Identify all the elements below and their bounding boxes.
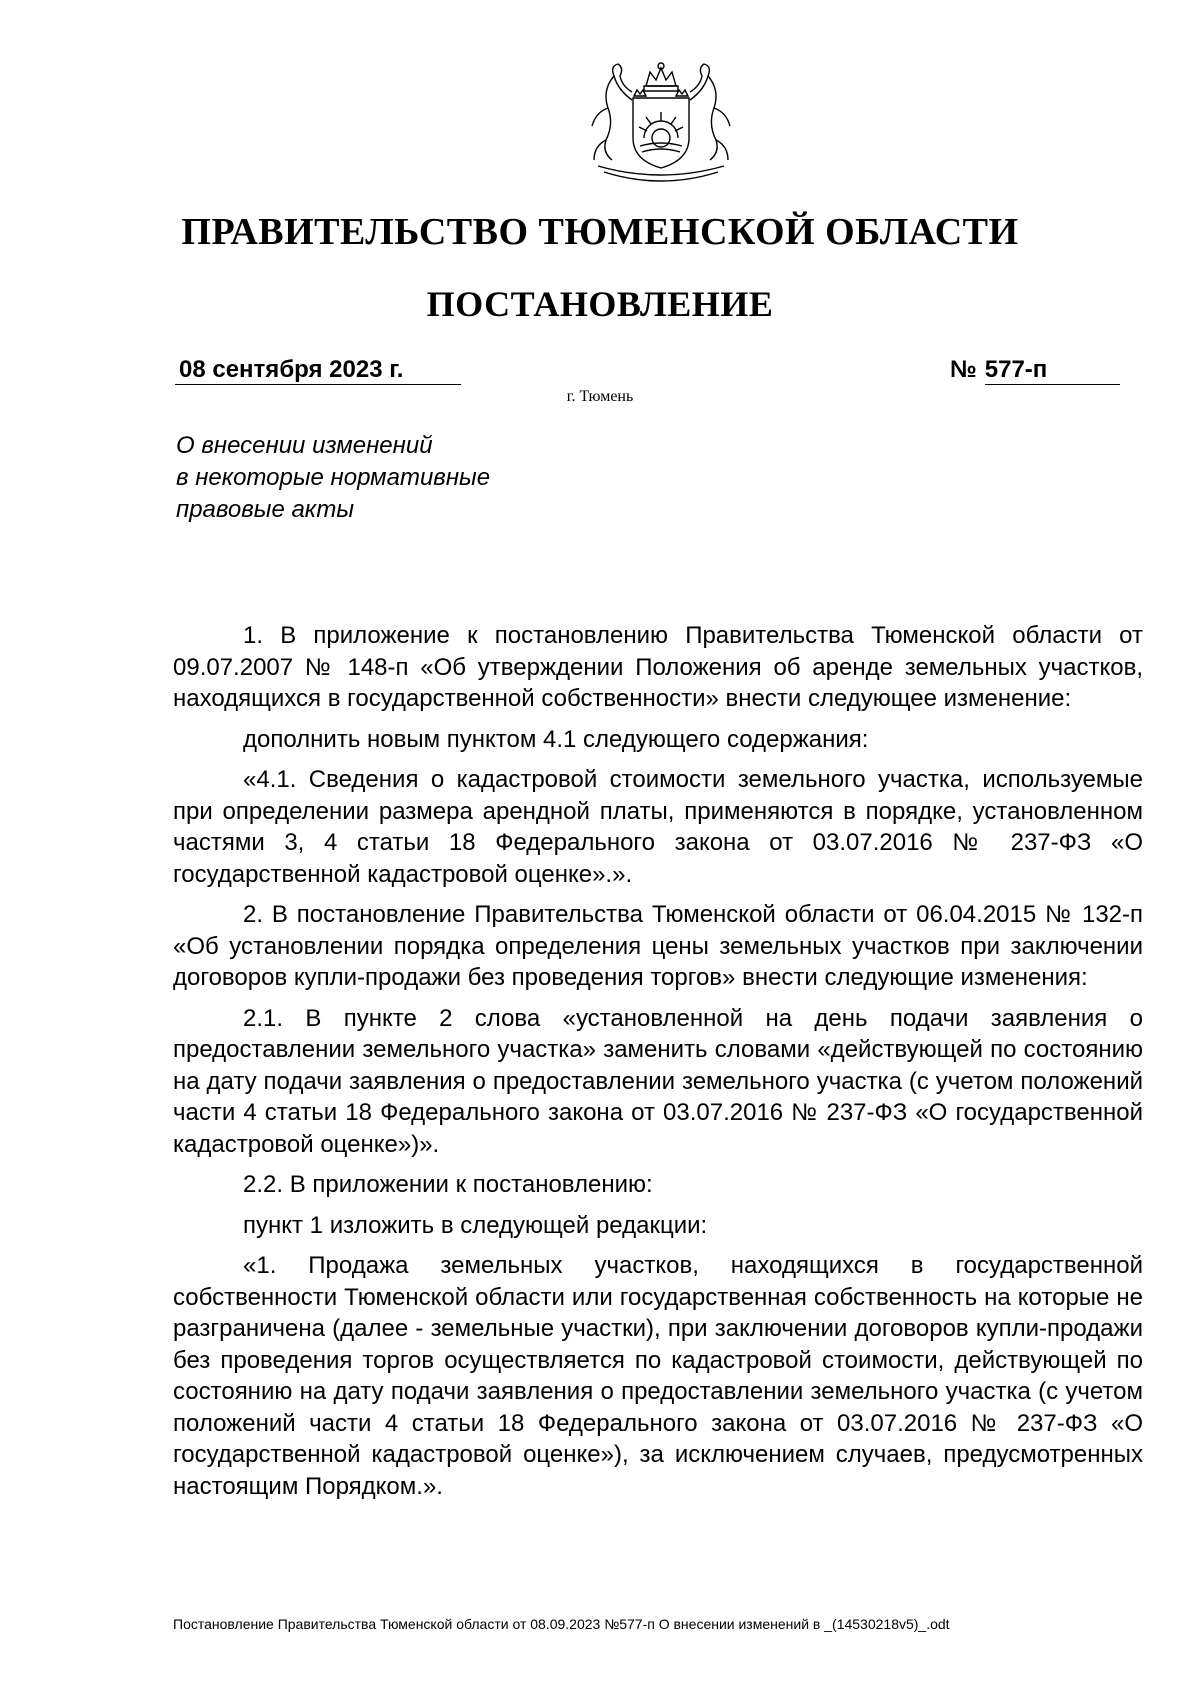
body-paragraph: «1. Продажа земельных участков, находящихся в государственной собственности Тюменской области или государственная собственность на которые не разграничена (далее - земельные участки), при заключении договоров купли-продажи без проведения торгов осуществляется по кадастровой стоимости, действующей по состоянию на дату подачи заявления о предоставлении земельного участка (с учетом положений части 4 статьи 18 Федерального закона от 03.07.2016 № 237-ФЗ «О государственной кадастровой оценке»), за исключением случаев, предусмотренных настоящим Порядком.». xyxy=(173,1252,1143,1500)
document-number-field xyxy=(950,356,1130,385)
document-number: 577-п xyxy=(985,356,1120,385)
subject-line: в некоторые нормативные xyxy=(176,464,491,491)
subject-line: О внесении изменений xyxy=(176,432,433,459)
number-sign: № xyxy=(950,356,977,383)
body-paragraph: 2.2. В приложении к постановлению: xyxy=(243,1171,653,1198)
page-footer: Постановление Правительства Тюменской области от 08.09.2023 №577-п О внесении изменений в _(14530218v5)_.odt xyxy=(173,1616,950,1632)
document-type-title: ПОСТАНОВЛЕНИЕ xyxy=(426,284,774,324)
city-label: г. Тюмень xyxy=(566,388,634,405)
document-body xyxy=(173,620,1143,1511)
body-paragraph: дополнить новым пунктом 4.1 следующего содержания: xyxy=(243,725,869,753)
organization-title: ПРАВИТЕЛЬСТВО ТЮМЕНСКОЙ ОБЛАСТИ xyxy=(181,211,1019,253)
body-paragraph: «4.1. Сведения о кадастровой стоимости земельного участка, используемые при определении размера арендной платы, применяются в порядке, установленном частями 3, 4 статьи 18 Федерального закона от 03.07.2016 № 237-ФЗ «О государственной кадастровой оценке».». xyxy=(173,766,1143,888)
document-date: 08 сентября 2023 г. xyxy=(175,356,461,385)
body-paragraph: 2.1. В пункте 2 слова «установленной на день подачи заявления о предоставлении земельного участка» заменить словами «действующей по состоянию на дату подачи заявления о предоставлении земельного участка (с учетом положений части 4 статьи 18 Федерального закона от 03.07.2016 № 237-ФЗ «О государственной кадастровой оценке»)». xyxy=(173,1004,1143,1158)
body-paragraph: 1. В приложение к постановлению Правительства Тюменской области от 09.07.2007 № 148-п «Об утверждении Положения об аренде земельных участков, находящихся в государственной собственности» внести следующее изменение: xyxy=(173,622,1143,712)
coat-of-arms-icon xyxy=(588,60,734,184)
body-paragraph: пункт 1 изложить в следующей редакции: xyxy=(243,1211,708,1239)
document-subject xyxy=(176,430,596,526)
body-paragraph: 2. В постановление Правительства Тюменской области от 06.04.2015 № 132-п «Об установлении порядка определения цены земельных участков при заключении договоров купли-продажи без проведения торгов» внести следующие изменения: xyxy=(173,901,1143,991)
subject-line: правовые акты xyxy=(176,496,355,523)
